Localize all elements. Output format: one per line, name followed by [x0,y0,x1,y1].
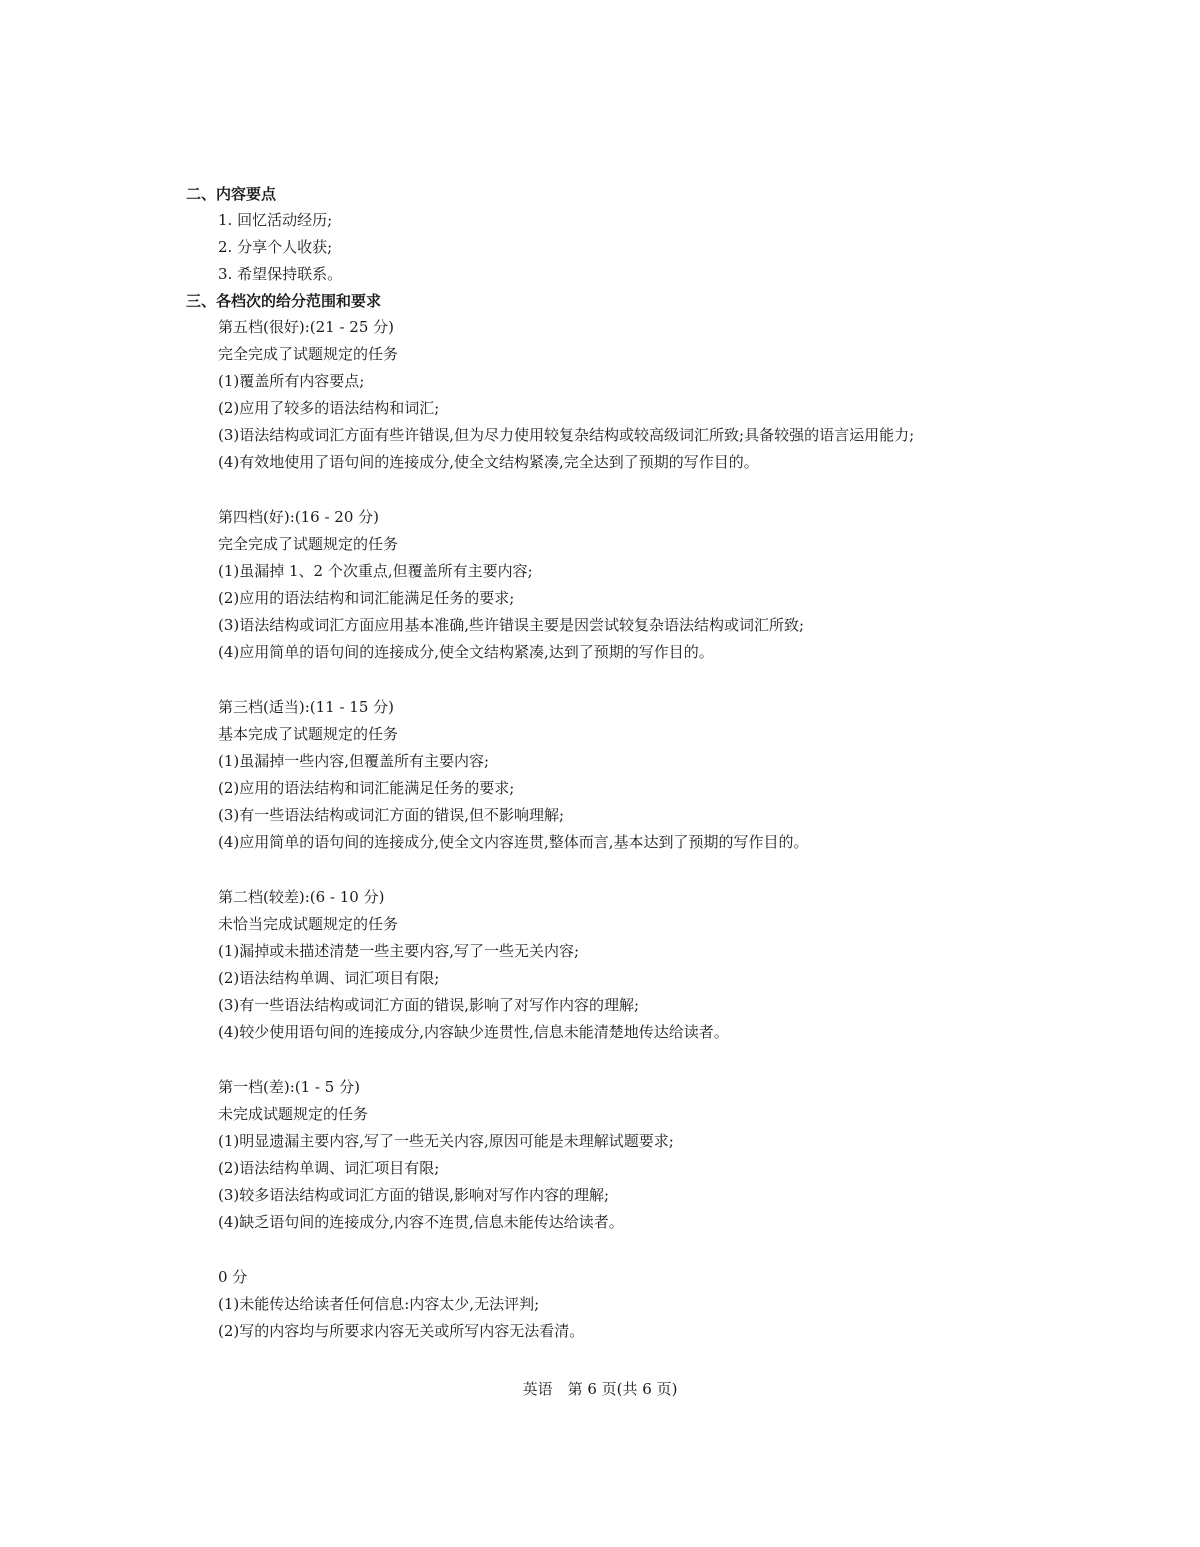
grade-criterion: (1)虽漏掉 1、2 个次重点,但覆盖所有主要内容; [218,562,533,580]
grade-criterion: (2)语法结构单调、词汇项目有限; [218,969,440,987]
grade-criterion: (2)应用的语法结构和词汇能满足任务的要求; [218,589,515,607]
grade-criterion: (3)有一些语法结构或词汇方面的错误,但不影响理解; [218,806,565,824]
section-heading-grading: 三、各档次的给分范围和要求 [186,292,382,310]
grade-criterion: (3)有一些语法结构或词汇方面的错误,影响了对写作内容的理解; [218,996,640,1014]
grade-criterion: (3)较多语法结构或词汇方面的错误,影响对写作内容的理解; [218,1186,610,1204]
grade-title: 0 分 [218,1268,248,1286]
grade-criterion: (4)应用简单的语句间的连接成分,使全文内容连贯,整体而言,基本达到了预期的写作目的。 [218,833,809,851]
grade-criterion: (1)虽漏掉一些内容,但覆盖所有主要内容; [218,752,490,770]
grade-criterion: (1)明显遗漏主要内容,写了一些无关内容,原因可能是未理解试题要求; [218,1132,674,1150]
grade-criterion: (1)覆盖所有内容要点; [218,372,365,390]
grade-criterion: (3)语法结构或词汇方面有些许错误,但为尽力使用较复杂结构或较高级词汇所致;具备较强的语言运用能力; [218,426,915,444]
page-content [186,181,1066,1345]
grade-criterion: (1)未能传达给读者任何信息:内容太少,无法评判; [218,1295,540,1313]
grade-summary: 未恰当完成试题规定的任务 [218,915,399,933]
grade-level-1 [186,1074,1066,1236]
grade-criterion: (1)漏掉或未描述清楚一些主要内容,写了一些无关内容; [218,942,580,960]
grade-criterion: (4)较少使用语句间的连接成分,内容缺少连贯性,信息未能清楚地传达给读者。 [218,1023,729,1041]
content-points-list [186,207,1066,288]
grade-criterion: (4)缺乏语句间的连接成分,内容不连贯,信息未能传达给读者。 [218,1213,624,1231]
grade-title: 第一档(差):(1 - 5 分) [218,1078,360,1096]
content-point: 2. 分享个人收获; [218,238,333,256]
grade-title: 第五档(很好):(21 - 25 分) [218,318,395,336]
grade-summary: 基本完成了试题规定的任务 [218,725,399,743]
grade-criterion: (4)有效地使用了语句间的连接成分,使全文结构紧凑,完全达到了预期的写作目的。 [218,453,759,471]
content-point: 3. 希望保持联系。 [218,265,343,283]
grade-criterion: (2)应用了较多的语法结构和词汇; [218,399,440,417]
grade-level-2 [186,884,1066,1046]
grade-criterion: (2)语法结构单调、词汇项目有限; [218,1159,440,1177]
grade-title: 第三档(适当):(11 - 15 分) [218,698,395,716]
grade-title: 第二档(较差):(6 - 10 分) [218,888,385,906]
page-footer: 英语 第 6 页(共 6 页) [522,1380,678,1398]
grade-summary: 完全完成了试题规定的任务 [218,345,399,363]
grade-summary: 完全完成了试题规定的任务 [218,535,399,553]
grade-summary: 未完成试题规定的任务 [218,1105,369,1123]
section-heading-content-points: 二、内容要点 [186,185,277,203]
grade-level-4 [186,504,1066,666]
grade-level-0 [186,1264,1066,1345]
grade-level-5 [186,314,1066,476]
grade-criterion: (3)语法结构或词汇方面应用基本准确,些许错误主要是因尝试较复杂语法结构或词汇所致; [218,616,805,634]
grade-level-3 [186,694,1066,856]
grade-criterion: (2)应用的语法结构和词汇能满足任务的要求; [218,779,515,797]
grade-title: 第四档(好):(16 - 20 分) [218,508,380,526]
grade-criterion: (4)应用简单的语句间的连接成分,使全文结构紧凑,达到了预期的写作目的。 [218,643,714,661]
grade-criterion: (2)写的内容均与所要求内容无关或所写内容无法看清。 [218,1322,585,1340]
content-point: 1. 回忆活动经历; [218,211,333,229]
